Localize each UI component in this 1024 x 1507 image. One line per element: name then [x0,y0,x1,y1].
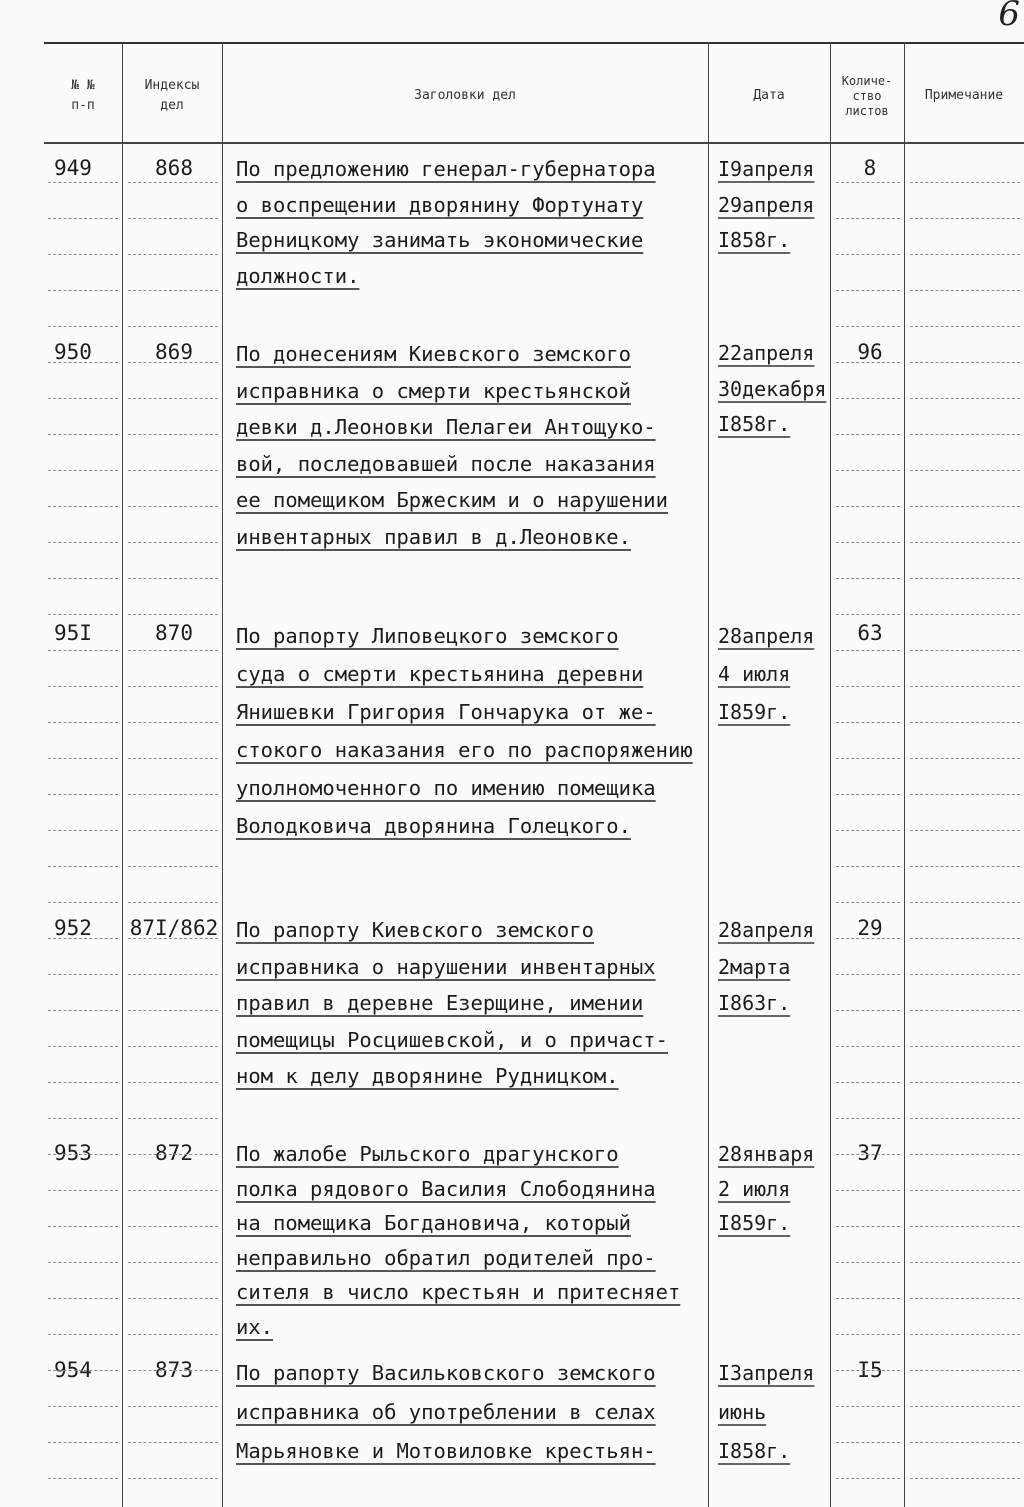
ruled-dash [836,722,900,723]
ruled-dash [48,1262,118,1263]
ruled-dash [48,578,118,579]
row-date: 28января 2 июля I859г. [718,1142,815,1235]
ruled-dash [48,326,118,327]
ruled-dash [128,686,218,687]
ruled-dash [836,1262,900,1263]
ruled-dash [910,1406,1020,1407]
ruled-dash [48,722,118,723]
ruled-dash [128,362,218,363]
ruled-dash [836,578,900,579]
ruled-dash [910,1262,1020,1263]
ruled-dash [836,1370,900,1371]
ruled-dash [128,1010,218,1011]
ruled-dash [836,1010,900,1011]
ruled-dash [48,362,118,363]
ruled-dash [48,398,118,399]
ruled-dash [128,578,218,579]
table-top-rule [44,42,1024,44]
ruled-dash [48,974,118,975]
ruled-dash [48,758,118,759]
ruled-dash [910,1226,1020,1227]
ruled-dash [128,290,218,291]
ruled-dash [836,866,900,867]
ruled-dash [128,254,218,255]
ruled-dash [836,686,900,687]
ruled-dash [836,362,900,363]
ruled-dash [910,578,1020,579]
column-divider [122,42,123,1507]
ruled-dash [48,686,118,687]
header-note: Примечание [924,88,1004,103]
ruled-dash [836,1154,900,1155]
row-index: 872 [155,1141,193,1165]
ruled-dash [48,182,118,183]
ruled-dash [48,1226,118,1227]
ruled-dash [128,1370,218,1371]
row-index: 873 [155,1358,193,1382]
ruled-dash [836,506,900,507]
ruled-dash [128,398,218,399]
ruled-dash [836,830,900,831]
row-title: По рапорту Липовецкого земского суда о смерти крестьянина деревни Янишевки Григория Гончарука от же- стокого наказания его по распоряжению уполномоченного по имению помещика Володковича дворянина Голецкого. [236,624,693,838]
row-title: По предложению генерал-губернатора о воспрещении дворянину Фортунату Верницкому занимать экономические должности. [236,157,656,288]
header-sheets: Количе- ство листов [841,73,893,118]
ruled-dash [128,830,218,831]
ruled-dash [836,938,900,939]
ruled-dash [910,614,1020,615]
ruled-dash [128,1154,218,1155]
ruled-dash [836,1298,900,1299]
ruled-dash [910,938,1020,939]
row-date: I3апреля июнь I858г. [718,1361,815,1463]
ruled-dash [910,254,1020,255]
ruled-dash [836,218,900,219]
ruled-dash [128,506,218,507]
ruled-dash [128,1334,218,1335]
ruled-dash [910,1334,1020,1335]
column-divider [904,42,905,1507]
row-date: 28апреля 4 июля I859г. [718,624,815,724]
ruled-dash [48,254,118,255]
ruled-dash [910,1298,1020,1299]
ruled-dash [48,290,118,291]
ruled-dash [836,1082,900,1083]
ruled-dash [910,1154,1020,1155]
ruled-dash [128,1118,218,1119]
ruled-dash [836,1478,900,1479]
ruled-dash [48,1334,118,1335]
ruled-dash [836,254,900,255]
ruled-dash [910,434,1020,435]
ruled-dash [910,1010,1020,1011]
row-date: 22апреля 30декабря I858г. [718,341,827,436]
ruled-dash [836,542,900,543]
ruled-dash [910,722,1020,723]
header-index: Индексы дел [144,78,200,113]
page-number: 6 [998,0,1020,34]
row-sheets: I5 [857,1358,883,1382]
ruled-dash [128,1406,218,1407]
ruled-dash [836,1046,900,1047]
row-index: 870 [155,621,193,645]
column-divider [830,42,831,1507]
ruled-dash [128,470,218,471]
ruled-dash [128,614,218,615]
ruled-dash [128,974,218,975]
ruled-dash [48,506,118,507]
ruled-dash [910,506,1020,507]
ruled-dash [128,938,218,939]
ruled-dash [836,614,900,615]
row-index: 87I/862 [129,916,219,940]
ruled-dash [48,1046,118,1047]
ruled-dash [836,1226,900,1227]
ruled-dash [48,434,118,435]
ruled-dash [836,1406,900,1407]
row-date: 28апреля 2марта I863г. [718,918,815,1015]
row-number: 95I [54,621,92,645]
row-sheets: 96 [857,340,883,364]
ruled-dash [910,182,1020,183]
ruled-dash [910,362,1020,363]
ruled-dash [836,974,900,975]
ruled-dash [910,794,1020,795]
ruled-dash [48,1298,118,1299]
ruled-dash [128,1262,218,1263]
header-bottom-rule [44,142,1024,144]
ruled-dash [128,1190,218,1191]
ruled-dash [48,1190,118,1191]
ruled-dash [910,866,1020,867]
ruled-dash [836,470,900,471]
ruled-dash [48,1118,118,1119]
ruled-dash [836,398,900,399]
row-index: 868 [155,156,193,180]
row-title: По рапорту Васильковского земского исправника об употреблении в селах Марьяновке и Мотовиловке крестьян- [236,1361,656,1463]
ruled-dash [128,218,218,219]
ruled-dash [128,182,218,183]
row-title: По жалобе Рыльского драгунского полка рядового Василия Слободянина на помещика Богдановича, который неправильно обратил родителей про- сителя в число крестьян и притесняет их. [236,1142,681,1339]
ruled-dash [48,938,118,939]
ruled-dash [48,650,118,651]
ruled-dash [910,1046,1020,1047]
header-title: Заголовки дел [414,88,516,103]
ruled-dash [48,1442,118,1443]
ruled-dash [910,1442,1020,1443]
ruled-dash [910,542,1020,543]
ruled-dash [836,902,900,903]
ruled-dash [910,686,1020,687]
row-number: 950 [54,340,92,364]
row-title: По рапорту Киевского земского исправника о нарушении инвентарных правил в деревне Езерщине, имении помещицы Росцишевской, и о причаст- ном к делу дворянине Рудницком. [236,918,668,1088]
ruled-dash [128,1046,218,1047]
ruled-dash [48,218,118,219]
row-date: I9апреля 29апреля I858г. [718,157,815,252]
ruled-dash [836,1442,900,1443]
ruled-dash [910,1478,1020,1479]
ruled-dash [128,326,218,327]
ruled-dash [128,1298,218,1299]
ruled-dash [128,1442,218,1443]
ruled-dash [48,1082,118,1083]
ruled-dash [128,758,218,759]
ruled-dash [48,542,118,543]
header-num: № № п-п [71,78,95,113]
row-sheets: 8 [863,156,877,180]
row-title: По донесениям Киевского земского исправника о смерти крестьянской девки д.Леоновки Пелагеи Антощуко- вой, последовавшей после наказания ее помещиком Бржеским и о нарушении инвентарных правил в д.Леоновке. [236,342,668,549]
ruled-dash [48,1010,118,1011]
ruled-dash [128,542,218,543]
ruled-dash [48,1370,118,1371]
ruled-dash [910,758,1020,759]
row-number: 949 [54,156,92,180]
ruled-dash [48,902,118,903]
ruled-dash [48,794,118,795]
ruled-dash [128,1082,218,1083]
row-sheets: 37 [857,1141,883,1165]
ruled-dash [48,830,118,831]
ruled-dash [910,290,1020,291]
ruled-dash [836,434,900,435]
ruled-dash [910,1370,1020,1371]
ruled-dash [836,794,900,795]
ruled-dash [48,614,118,615]
ruled-dash [910,1190,1020,1191]
ruled-dash [910,902,1020,903]
ruled-dash [128,650,218,651]
ruled-dash [910,470,1020,471]
ruled-dash [128,1226,218,1227]
ruled-dash [910,326,1020,327]
ruled-dash [910,1082,1020,1083]
ruled-dash [836,650,900,651]
ruled-dash [910,650,1020,651]
ruled-dash [836,1334,900,1335]
ruled-dash [910,218,1020,219]
ruled-dash [48,1478,118,1479]
ruled-dash [128,794,218,795]
ruled-dash [910,830,1020,831]
ruled-dash [836,1190,900,1191]
ruled-dash [128,1478,218,1479]
row-number: 953 [54,1141,92,1165]
row-sheets: 63 [857,621,883,645]
ruled-dash [836,1118,900,1119]
row-number: 952 [54,916,92,940]
row-number: 954 [54,1358,92,1382]
ruled-dash [128,902,218,903]
ruled-dash [910,1118,1020,1119]
ruled-dash [910,398,1020,399]
row-index: 869 [155,340,193,364]
ruled-dash [48,1154,118,1155]
ruled-dash [48,1406,118,1407]
ruled-dash [836,290,900,291]
ruled-dash [48,470,118,471]
ruled-dash [128,722,218,723]
ruled-dash [836,326,900,327]
column-divider [222,42,223,1507]
header-date: Дата [753,88,785,103]
ruled-dash [836,182,900,183]
ruled-dash [910,974,1020,975]
ruled-dash [128,434,218,435]
ruled-dash [128,866,218,867]
row-sheets: 29 [857,916,883,940]
ruled-dash [836,758,900,759]
ruled-dash [48,866,118,867]
